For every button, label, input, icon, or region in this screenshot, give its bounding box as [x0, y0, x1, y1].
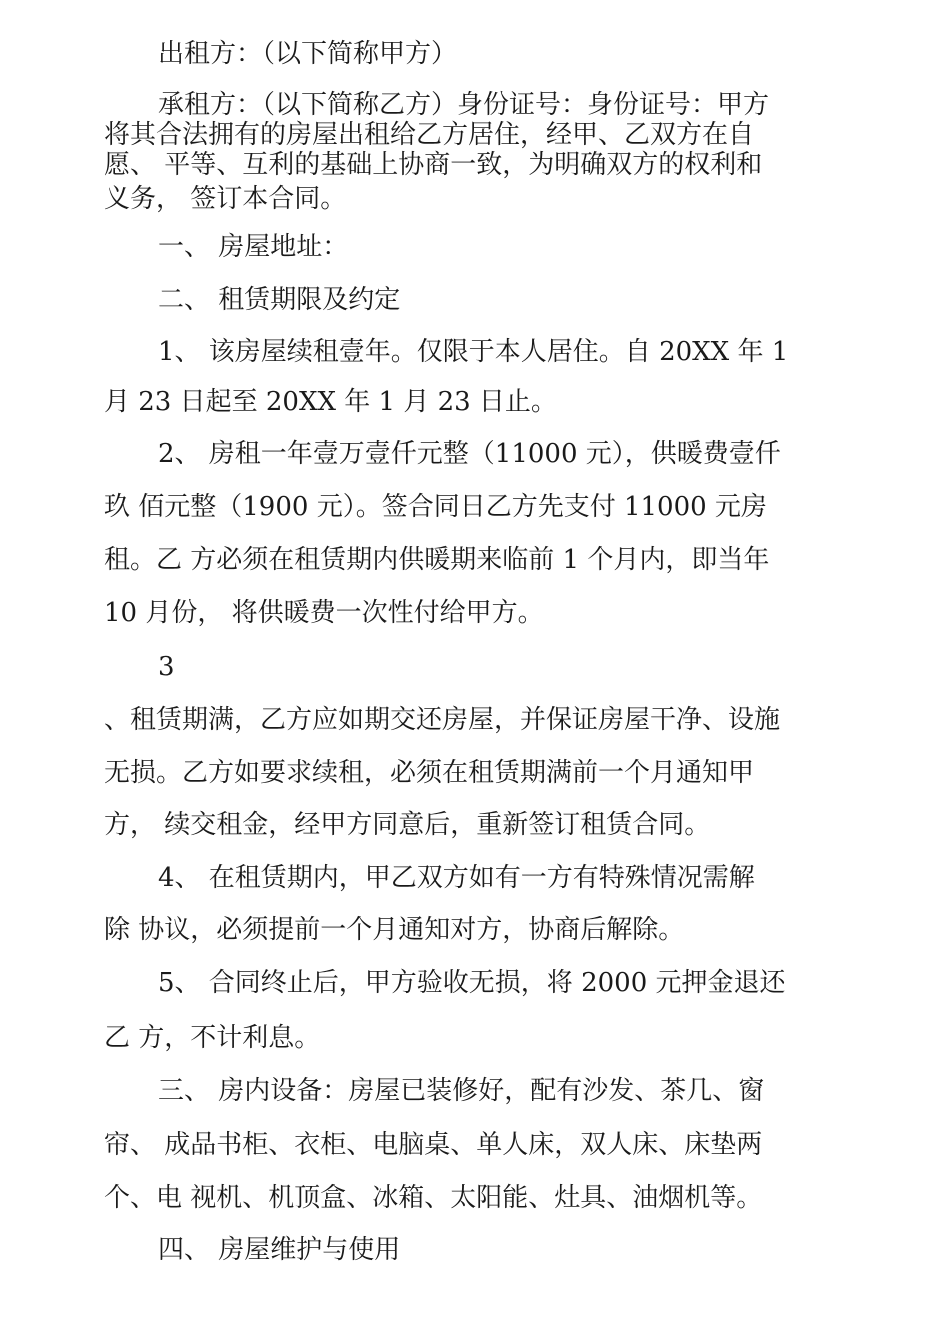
text-line: 3 [158, 652, 175, 682]
section-heading: 三、 房内设备：房屋已装修好，配有沙发、茶几、窗 [158, 1076, 765, 1106]
text-line: 租。乙 方必须在租赁期内供暖期来临前 1 个月内，即当年 [104, 545, 770, 575]
text-line: 1、 该房屋续租壹年。仅限于本人居住。自 20XX 年 1 [158, 337, 789, 367]
text-line: 承租方：（以下简称乙方）身份证号：身份证号：甲方 [158, 90, 770, 120]
section-heading: 一、 房屋地址： [158, 232, 349, 262]
text-line: 乙 方，不计利息。 [104, 1023, 321, 1053]
text-line: 除 协议，必须提前一个月通知对方，协商后解除。 [104, 915, 685, 945]
text-line: 方， 续交租金，经甲方同意后，重新签订租赁合同。 [104, 810, 711, 840]
text-line: 将其合法拥有的房屋出租给乙方居住，经甲、乙双方在自 [104, 120, 755, 150]
text-line: 、租赁期满，乙方应如期交还房屋，并保证房屋干净、设施 [104, 705, 781, 735]
text-line: 无损。乙方如要求续租，必须在租赁期满前一个月通知甲 [104, 758, 755, 788]
text-line: 4、 在租赁期内，甲乙双方如有一方有特殊情况需解 [158, 863, 755, 893]
text-line: 5、 合同终止后，甲方验收无损，将 2000 元押金退还 [158, 968, 786, 998]
text-line: 出租方：（以下简称甲方） [158, 39, 458, 69]
section-heading: 四、 房屋维护与使用 [158, 1235, 401, 1265]
text-line: 2、 房租一年壹万壹仟元整（11000 元），供暖费壹仟 [158, 439, 781, 469]
text-line: 个、电 视机、机顶盒、冰箱、太阳能、灶具、油烟机等。 [104, 1183, 763, 1213]
section-heading: 二、 租赁期限及约定 [158, 285, 401, 315]
text-line: 月 23 日起至 20XX 年 1 月 23 日止。 [104, 387, 557, 417]
text-line: 帘、 成品书柜、衣柜、电脑桌、单人床，双人床、床垫两 [104, 1130, 763, 1160]
text-line: 10 月份， 将供暖费一次性付给甲方。 [104, 598, 544, 628]
text-line: 愿、 平等、互利的基础上协商一致，为明确双方的权利和 [104, 150, 763, 180]
text-line: 玖 佰元整（1900 元）。签合同日乙方先支付 11000 元房 [104, 492, 767, 522]
text-line: 义务， 签订本合同。 [104, 184, 347, 214]
